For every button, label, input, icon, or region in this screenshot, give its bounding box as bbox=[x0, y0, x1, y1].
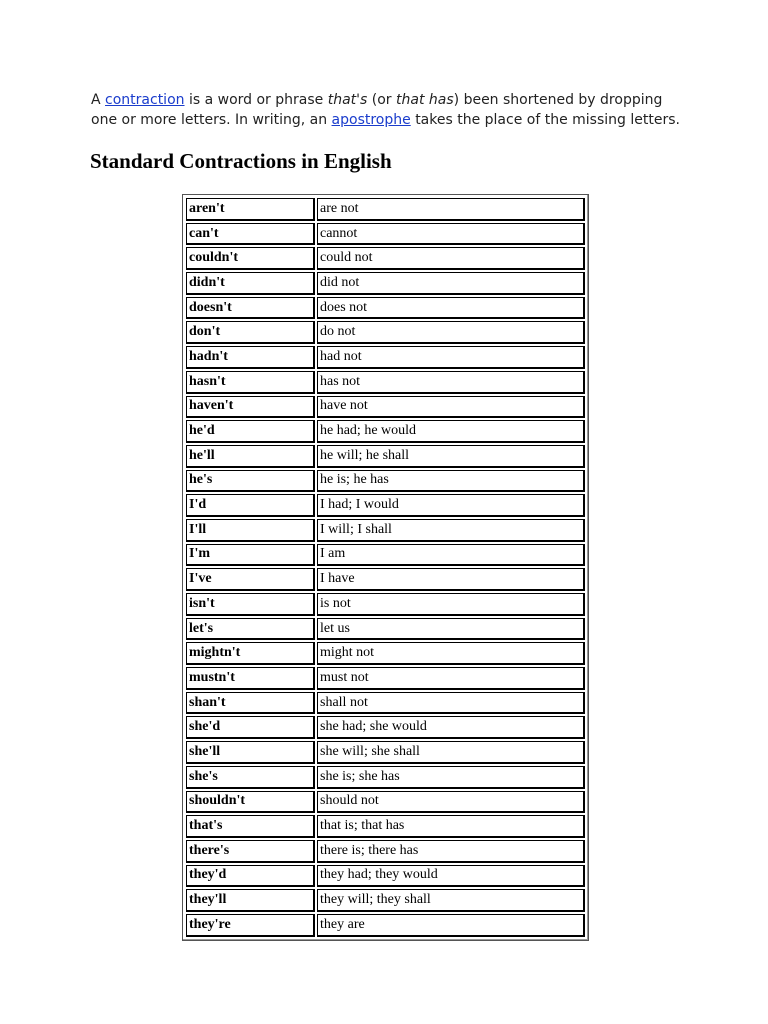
table-row bbox=[186, 741, 585, 764]
table-row bbox=[186, 791, 585, 814]
meaning-cell: had not bbox=[317, 346, 585, 369]
contraction-cell: shan't bbox=[186, 692, 315, 715]
meaning-cell: shall not bbox=[317, 692, 585, 715]
table-row bbox=[186, 371, 585, 394]
contraction-cell: I've bbox=[186, 568, 315, 591]
meaning-cell: might not bbox=[317, 642, 585, 665]
table-row bbox=[186, 445, 585, 468]
meaning-cell: she is; she has bbox=[317, 766, 585, 789]
table-row bbox=[186, 420, 585, 443]
meaning-cell: I have bbox=[317, 568, 585, 591]
table-row bbox=[186, 667, 585, 690]
table-row bbox=[186, 346, 585, 369]
table-row bbox=[186, 396, 585, 419]
meaning-cell: I will; I shall bbox=[317, 519, 585, 542]
meaning-cell: is not bbox=[317, 593, 585, 616]
meaning-cell: must not bbox=[317, 667, 585, 690]
contraction-cell: mightn't bbox=[186, 642, 315, 665]
intro-text-a: A bbox=[91, 92, 101, 108]
contraction-cell: didn't bbox=[186, 272, 315, 295]
meaning-cell: that is; that has bbox=[317, 815, 585, 838]
meaning-cell: she will; she shall bbox=[317, 741, 585, 764]
table-row bbox=[186, 494, 585, 517]
contraction-cell: they'd bbox=[186, 865, 315, 888]
contraction-cell: can't bbox=[186, 223, 315, 246]
contraction-cell: mustn't bbox=[186, 667, 315, 690]
contraction-cell: I'll bbox=[186, 519, 315, 542]
meaning-cell: does not bbox=[317, 297, 585, 320]
meaning-cell: could not bbox=[317, 247, 585, 270]
meaning-cell: let us bbox=[317, 618, 585, 641]
intro-paragraph bbox=[91, 90, 691, 130]
meaning-cell: they had; they would bbox=[317, 865, 585, 888]
intro-text-is-a-word: is a word or phrase bbox=[188, 92, 324, 108]
contraction-cell: shouldn't bbox=[186, 791, 315, 814]
contraction-cell: she'd bbox=[186, 716, 315, 739]
table-row bbox=[186, 593, 585, 616]
meaning-cell: cannot bbox=[317, 223, 585, 246]
contraction-cell: I'd bbox=[186, 494, 315, 517]
meaning-cell: she had; she would bbox=[317, 716, 585, 739]
table-row bbox=[186, 544, 585, 567]
contraction-cell: aren't bbox=[186, 198, 315, 221]
meaning-cell: have not bbox=[317, 396, 585, 419]
meaning-cell: he had; he would bbox=[317, 420, 585, 443]
contraction-cell: he's bbox=[186, 470, 315, 493]
contraction-cell: don't bbox=[186, 321, 315, 344]
meaning-cell: are not bbox=[317, 198, 585, 221]
contraction-cell: he'd bbox=[186, 420, 315, 443]
meaning-cell: he will; he shall bbox=[317, 445, 585, 468]
meaning-cell: should not bbox=[317, 791, 585, 814]
contraction-cell: he'll bbox=[186, 445, 315, 468]
table-row bbox=[186, 568, 585, 591]
table-row bbox=[186, 519, 585, 542]
intro-text-thats: that's bbox=[327, 92, 368, 108]
contraction-cell: that's bbox=[186, 815, 315, 838]
contraction-cell: couldn't bbox=[186, 247, 315, 270]
contraction-cell: haven't bbox=[186, 396, 315, 419]
meaning-cell: did not bbox=[317, 272, 585, 295]
contraction-cell: isn't bbox=[186, 593, 315, 616]
contraction-cell: hasn't bbox=[186, 371, 315, 394]
table-row bbox=[186, 716, 585, 739]
contraction-cell: doesn't bbox=[186, 297, 315, 320]
intro-text-been-shortened: ) been shortened by dropping one or more letters. In writing, an bbox=[91, 92, 663, 128]
table-row bbox=[186, 618, 585, 641]
table-row bbox=[186, 865, 585, 888]
apostrophe-link[interactable]: apostrophe bbox=[331, 112, 411, 128]
contraction-cell: let's bbox=[186, 618, 315, 641]
contraction-cell: they're bbox=[186, 914, 315, 937]
intro-text-or: (or bbox=[371, 92, 392, 108]
table-row bbox=[186, 247, 585, 270]
table-row bbox=[186, 223, 585, 246]
contraction-cell: hadn't bbox=[186, 346, 315, 369]
table-row bbox=[186, 815, 585, 838]
table-row bbox=[186, 642, 585, 665]
table-row bbox=[186, 470, 585, 493]
meaning-cell: do not bbox=[317, 321, 585, 344]
table-row bbox=[186, 198, 585, 221]
table-row bbox=[186, 321, 585, 344]
contraction-cell: they'll bbox=[186, 889, 315, 912]
contractions-table-body bbox=[186, 198, 585, 937]
meaning-cell: has not bbox=[317, 371, 585, 394]
page-heading: Standard Contractions in English bbox=[90, 149, 392, 173]
intro-text-that-has: that has bbox=[396, 92, 454, 108]
meaning-cell: there is; there has bbox=[317, 840, 585, 863]
intro-text-takes-place: takes the place of the missing letters. bbox=[415, 112, 680, 128]
table-row bbox=[186, 914, 585, 937]
contraction-cell: she'll bbox=[186, 741, 315, 764]
contractions-table bbox=[184, 196, 587, 939]
contraction-cell: she's bbox=[186, 766, 315, 789]
contraction-cell: there's bbox=[186, 840, 315, 863]
meaning-cell: I am bbox=[317, 544, 585, 567]
table-row bbox=[186, 272, 585, 295]
contraction-link[interactable]: contraction bbox=[105, 92, 185, 108]
table-row bbox=[186, 766, 585, 789]
meaning-cell: I had; I would bbox=[317, 494, 585, 517]
meaning-cell: they will; they shall bbox=[317, 889, 585, 912]
contraction-cell: I'm bbox=[186, 544, 315, 567]
table-row bbox=[186, 889, 585, 912]
table-row bbox=[186, 692, 585, 715]
table-row bbox=[186, 297, 585, 320]
meaning-cell: he is; he has bbox=[317, 470, 585, 493]
meaning-cell: they are bbox=[317, 914, 585, 937]
table-row bbox=[186, 840, 585, 863]
contractions-table-frame bbox=[182, 194, 589, 941]
